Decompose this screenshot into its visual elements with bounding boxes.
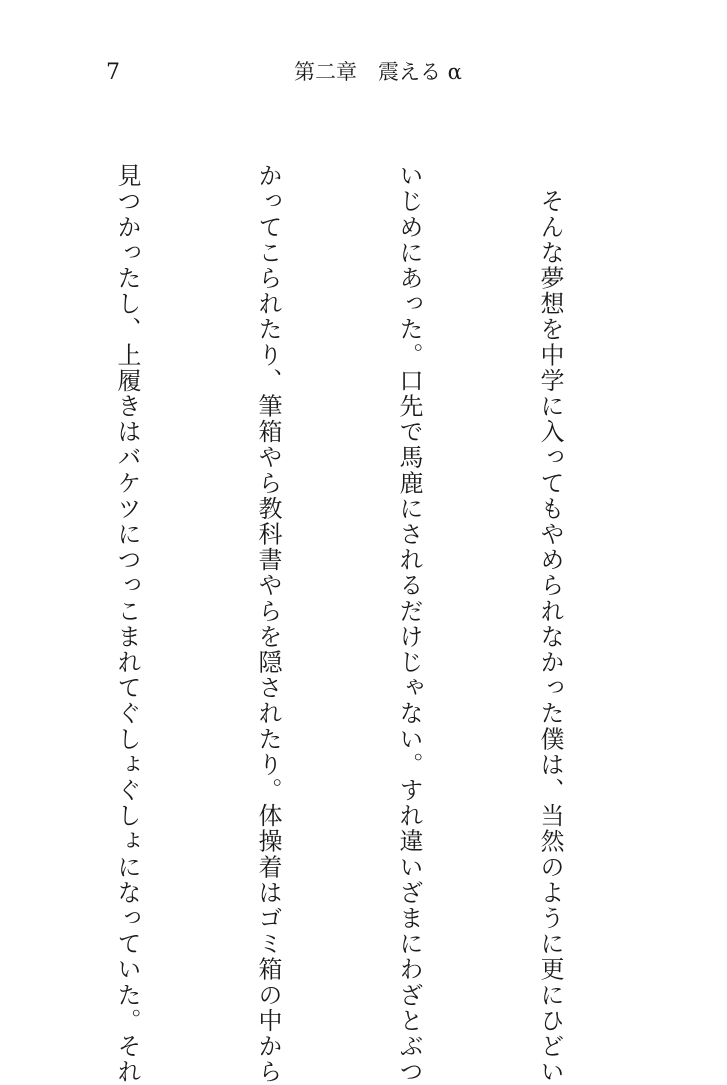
text-line: いじめにあった。口先で馬鹿にされるだけじゃない。すれ違いざまにわざとぶつ xyxy=(395,163,423,1085)
page-number: 7 xyxy=(106,60,120,85)
text-line: かってこられたり、筆箱やら教科書やらを隠されたり。体操着はゴミ箱の中から xyxy=(254,163,282,1085)
body-text xyxy=(0,163,667,1085)
text-line: 見つかったし、上履きはバケツにつっこまれてぐしょぐしょになっていた。それ xyxy=(113,163,141,1085)
chapter-title: 第二章 震える α xyxy=(294,60,462,84)
text-line: そんな夢想を中学に入ってもやめられなかった僕は、当然のように更にひどい xyxy=(536,163,564,1085)
text-line xyxy=(0,163,9,963)
